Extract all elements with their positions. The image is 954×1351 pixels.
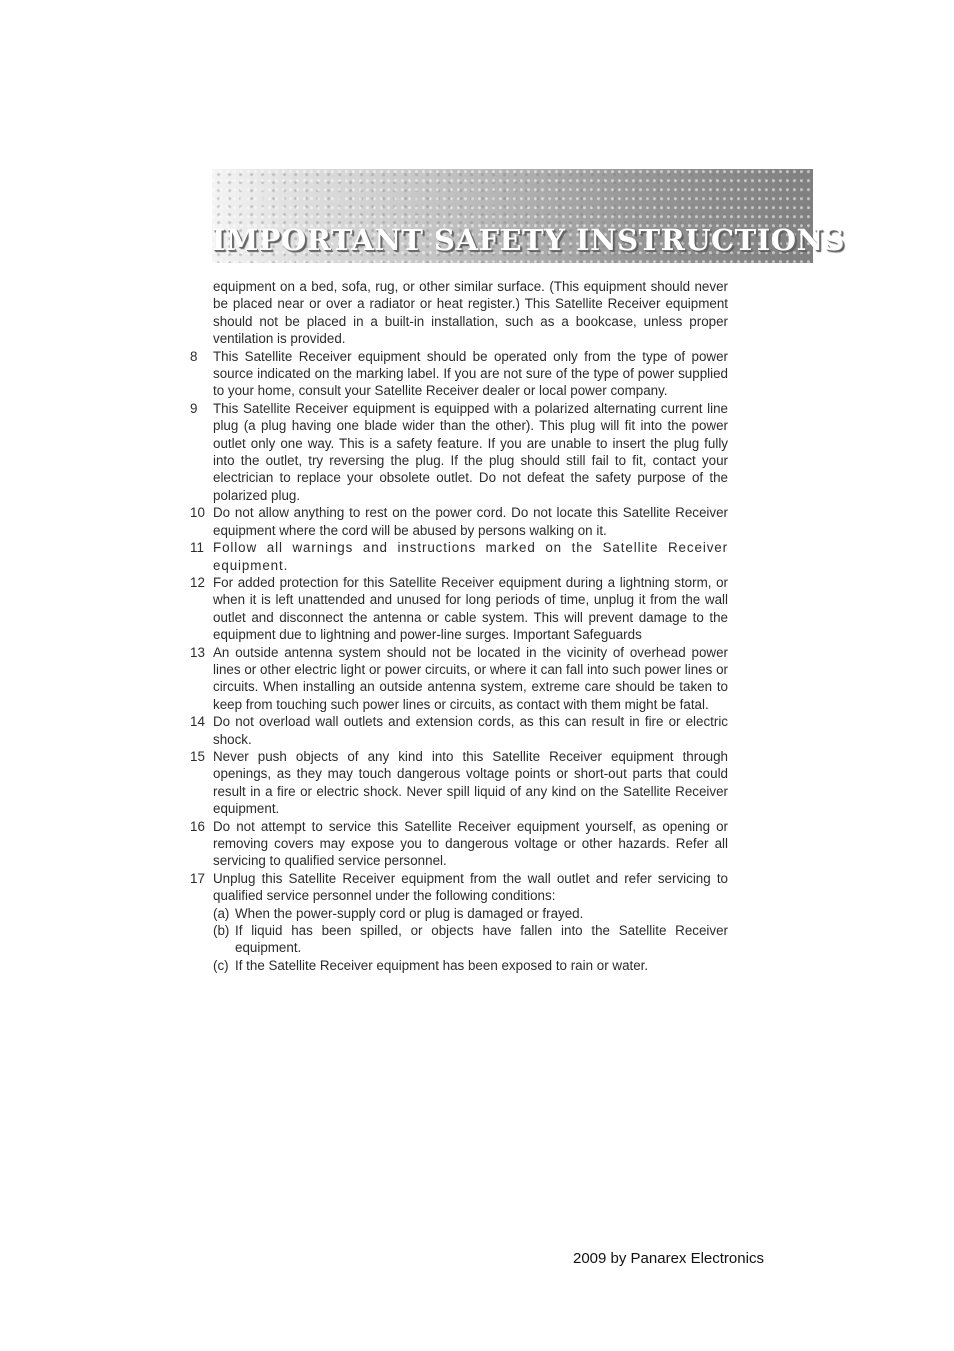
- sub-item: [190, 905, 728, 922]
- header-banner: [212, 169, 845, 263]
- instructions-body: [190, 278, 728, 974]
- sub-item-label: (b): [213, 923, 230, 939]
- list-item: [190, 574, 728, 644]
- item-number: 14: [190, 714, 205, 730]
- item-text: Unplug this Satellite Receiver equipment from the wall outlet and refer servicing to qualified service personnel under the following conditions:: [213, 870, 728, 904]
- item-text: Do not attempt to service this Satellite Receiver equipment yourself, as opening or removing covers may expose you to dangerous voltage or other hazards. Refer all servicing to qualified service personnel.: [213, 818, 728, 869]
- list-item: [190, 713, 728, 748]
- item-number: 11: [190, 540, 204, 556]
- list-item: [190, 504, 728, 539]
- sub-item: [190, 922, 728, 957]
- sub-item-label: (a): [213, 905, 230, 921]
- item-number: 10: [190, 505, 205, 521]
- copyright-footer: 2009 by Panarex Electronics: [573, 1250, 764, 1267]
- item-text: An outside antenna system should not be located in the vicinity of overhead power lines or other electric light or power circuits, or where it can fall into such power lines or circuits. When installing an outside antenna system, extreme care should be taken to keep from touching such power lines or circuits, as contact with them might be fatal.: [213, 644, 728, 712]
- page-title: IMPORTANT SAFETY INSTRUCTIONS: [212, 223, 845, 257]
- item-text: This Satellite Receiver equipment should be operated only from the type of power source indicated on the marking label. If you are not sure of the type of power supplied to your home, consult your Satellite Receiver dealer or local power company.: [213, 348, 728, 399]
- item-number: 17: [190, 870, 205, 886]
- item-number: 16: [190, 818, 205, 834]
- sub-item-text: If the Satellite Receiver equipment has been exposed to rain or water.: [235, 957, 649, 973]
- item-text: This Satellite Receiver equipment is equipped with a polarized alternating current line plug (a plug having one blade wider than the other). This plug will fit into the power outlet only one way. This is a safety feature. If you are unable to insert the plug fully into the outlet, try reversing the plug. If the plug should still fail to fit, contact your electrician to replace your obsolete outlet. Do not defeat the safety purpose of the polarized plug.: [213, 400, 728, 503]
- list-item: [190, 748, 728, 818]
- list-item: [190, 818, 728, 870]
- sub-item-text: When the power-supply cord or plug is damaged or frayed.: [235, 905, 584, 921]
- item-text: Follow all warnings and instructions marked on the Satellite Receiver equipment.: [213, 540, 728, 573]
- intro-paragraph: equipment on a bed, sofa, rug, or other similar surface. (This equipment should never be placed near or over a radiator or heat register.) This Satellite Receiver equipment should not be placed in a built-in installation, such as a bookcase, unless proper ventilation is provided.: [213, 279, 728, 347]
- item-number: 13: [190, 644, 205, 660]
- item-number: 15: [190, 748, 205, 764]
- item-text: For added protection for this Satellite Receiver equipment during a lightning storm, or when it is left unattended and unused for long periods of time, unplug it from the wall outlet and disconnect the antenna or cable system. This will prevent damage to the equipment due to lightning and power-line surges. Important Safeguards: [213, 574, 728, 643]
- list-item: [190, 870, 728, 905]
- list-item: [190, 644, 728, 714]
- list-item: [190, 400, 728, 504]
- list-item: [190, 348, 728, 400]
- item-text: Do not allow anything to rest on the power cord. Do not locate this Satellite Receiver equipment where the cord will be abused by persons walking on it.: [213, 505, 728, 538]
- sub-item-label: (c): [213, 957, 229, 973]
- item-number: 9: [190, 400, 198, 416]
- sub-item: [190, 957, 728, 974]
- item-text: Never push objects of any kind into this Satellite Receiver equipment through openings, as they may touch dangerous voltage points or short-out parts that could result in a fire or electric shock. Never spill liquid of any kind on the Satellite Receiver equipment.: [213, 748, 728, 817]
- item-number: 12: [190, 574, 205, 590]
- item-text: Do not overload wall outlets and extension cords, as this can result in fire or electric shock.: [213, 714, 728, 747]
- list-item: [190, 539, 728, 574]
- item-number: 8: [190, 348, 198, 364]
- sub-item-text: If liquid has been spilled, or objects have fallen into the Satellite Receiver equipment.: [235, 923, 728, 956]
